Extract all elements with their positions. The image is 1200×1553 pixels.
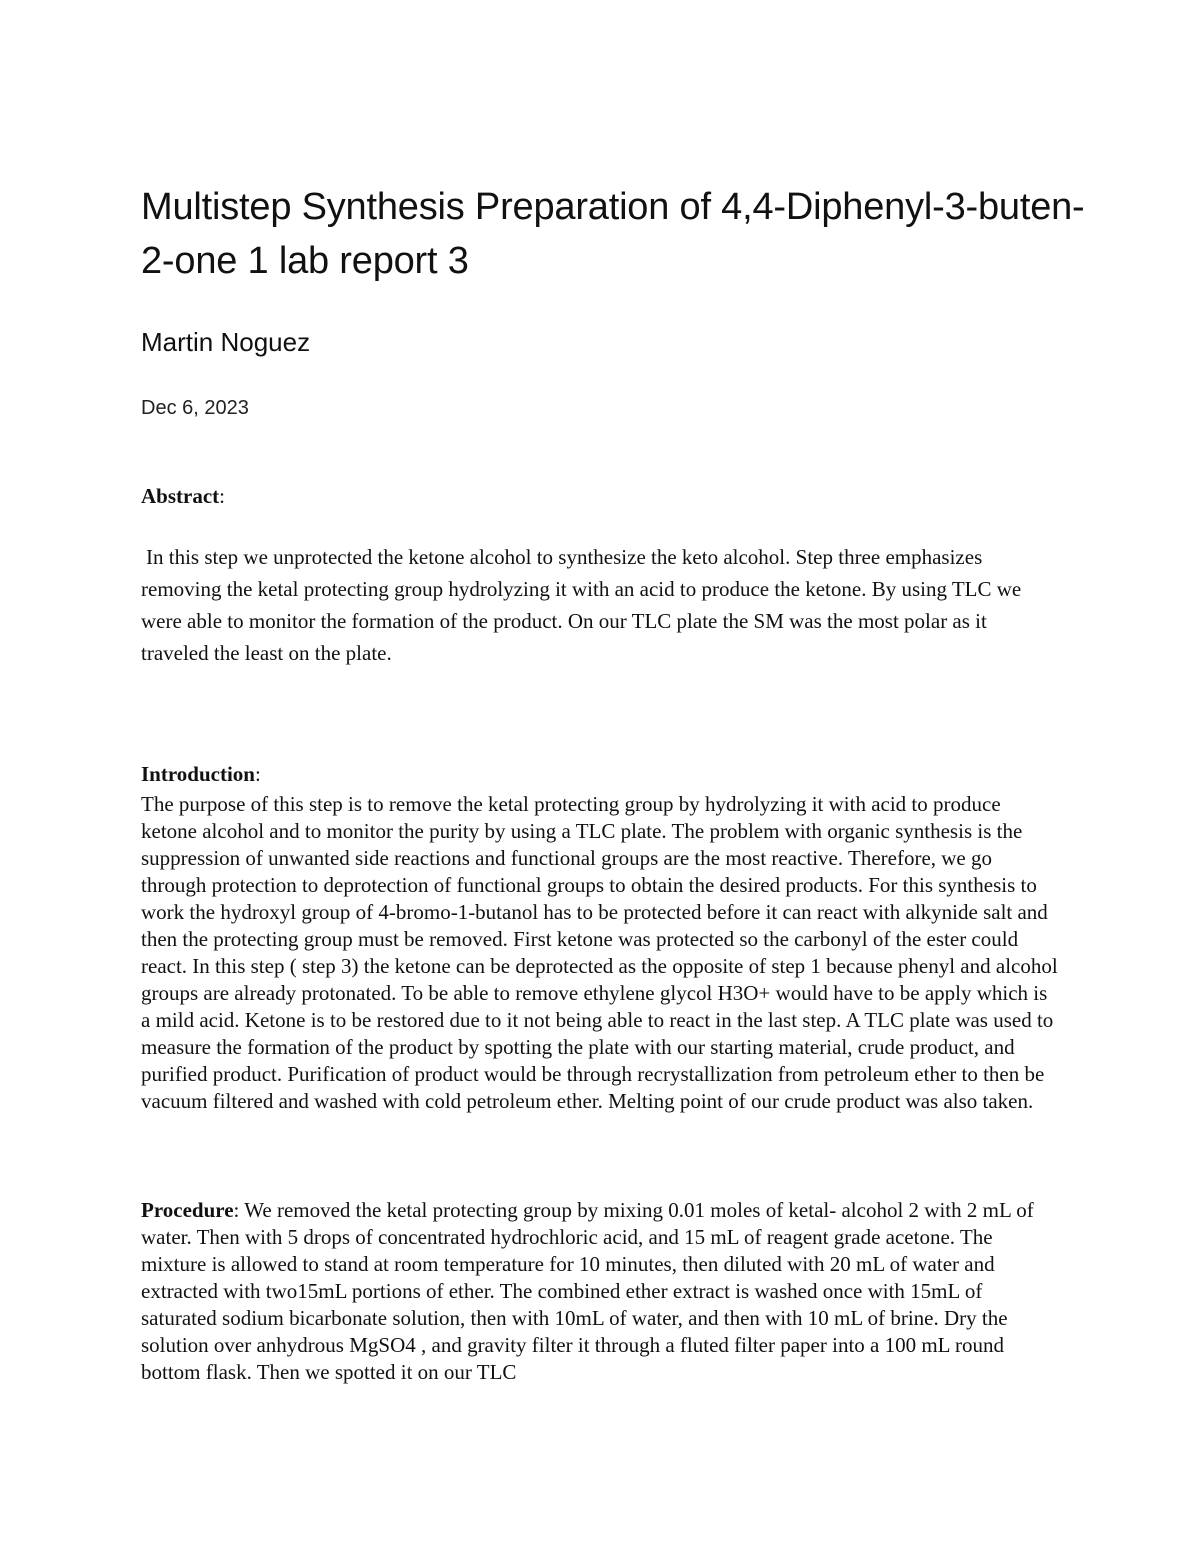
abstract-heading-label: Abstract	[141, 484, 220, 508]
procedure-body: We removed the ketal protecting group by mixing 0.01 moles of ketal- alcohol 2 with 2 mL of water. Then with 5 drops of concentrated hydrochloric acid, and 15 mL of reagent grade acetone. The mixture is allowed to stand at room temperature for 10 minutes, then diluted with 20 mL of water and extracted with two15mL portions of ether. The combined ether extract is washed once with 15mL of saturated sodium bicarbonate solution, then with 10mL of water, and then with 10 mL of brine. Dry the solution over anhydrous MgSO4 , and gravity filter it through a fluted filter paper into a 100 mL round bottom flask. Then we spotted it on our TLC	[141, 1198, 1034, 1384]
author-name: Martin Noguez	[141, 327, 311, 357]
introduction-heading-colon: :	[254, 762, 261, 786]
abstract-heading-colon: :	[219, 484, 225, 508]
introduction-heading	[141, 760, 261, 788]
procedure-heading-label: Procedure	[141, 1198, 234, 1222]
document-title: Multistep Synthesis Preparation of 4,4-Diphenyl-3-buten-2-one 1 lab report 3	[141, 186, 1085, 282]
abstract-heading	[141, 482, 225, 510]
introduction-heading-label: Introduction	[141, 762, 255, 786]
document-date: Dec 6, 2023	[141, 397, 249, 419]
procedure-paragraph	[141, 1197, 1061, 1386]
abstract-paragraph: In this step we unprotected the ketone alcohol to synthesize the keto alcohol. Step three emphasizes removing the ketal protecting group hydrolyzing it with an acid to produce the ketone. By using TLC we were able to monitor the formation of the product. On our TLC plate the SM was the most polar as it traveled the least on the plate.	[141, 545, 1022, 665]
procedure-heading-colon: :	[233, 1198, 240, 1222]
introduction-paragraph: The purpose of this step is to remove the ketal protecting group by hydrolyzing it with acid to produce ketone alcohol and to monitor the purity by using a TLC plate. The problem with organic synthesis is the suppression of unwanted side reactions and functional groups are the most reactive. Therefore, we go through protection to deprotection of functional groups to obtain the desired products. For this synthesis to work the hydroxyl group of 4-bromo-1-butanol has to be protected before it can react with alkynide salt and then the protecting group must be removed. First ketone was protected so the carbonyl of the ester could react. In this step ( step 3) the ketone can be deprotected as the opposite of step 1 because phenyl and alcohol groups are already protonated. To be able to remove ethylene glycol H3O+ would have to be apply which is a mild acid. Ketone is to be restored due to it not being able to react in the last step. A TLC plate was used to measure the formation of the product by spotting the plate with our starting material, crude product, and purified product. Purification of product would be through recrystallization from petroleum ether to then be vacuum filtered and washed with cold petroleum ether. Melting point of our crude product was also taken.	[141, 792, 1058, 1113]
